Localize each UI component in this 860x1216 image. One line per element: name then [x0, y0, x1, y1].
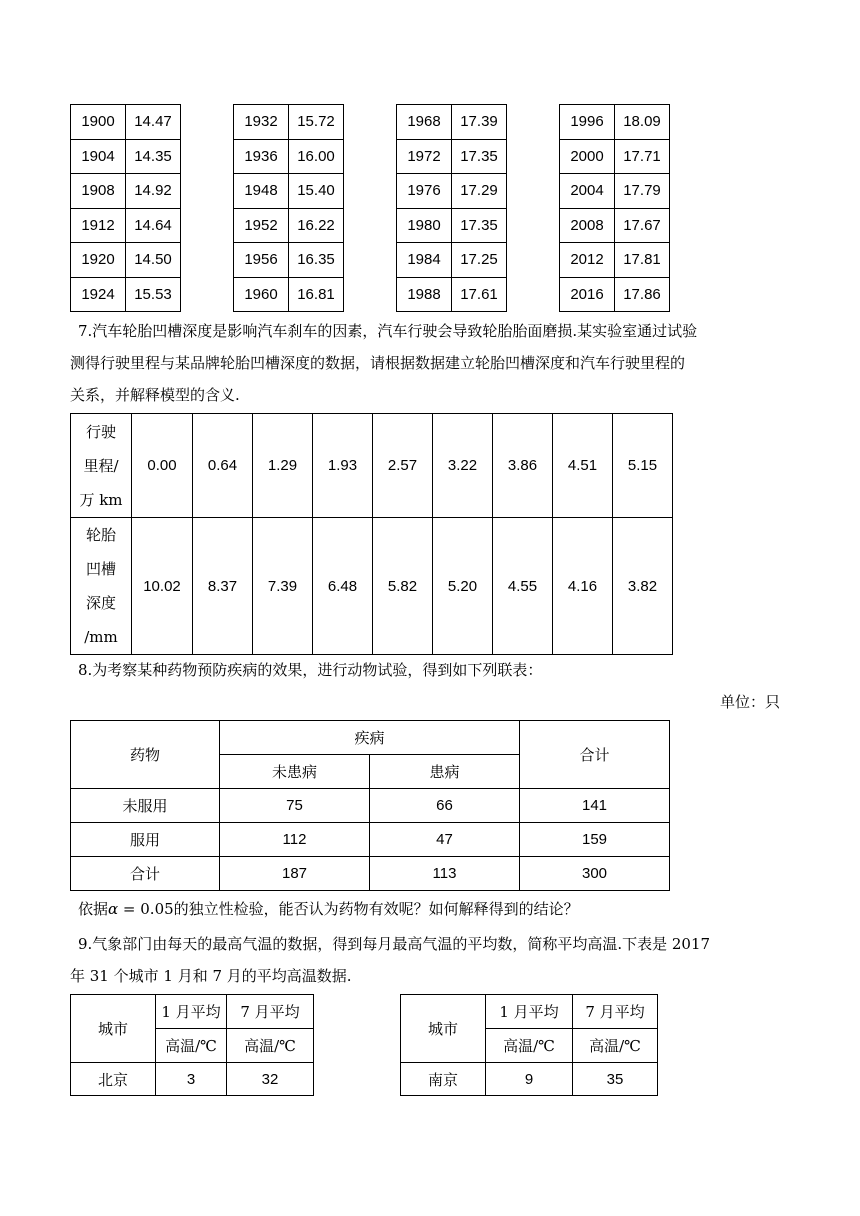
depth-cell: 5.82: [373, 518, 433, 655]
mileage-row: [71, 414, 673, 518]
tire-depth-table: [70, 413, 673, 655]
table-row: [71, 823, 670, 857]
year-cell: 1924: [71, 277, 126, 312]
cell-total: 300: [520, 857, 670, 891]
value-cell: 17.29: [452, 174, 507, 209]
year-cell: 1984: [397, 243, 452, 278]
col-jul-right-2: 高温/℃: [573, 1029, 658, 1063]
value-cell: 18.09: [615, 105, 670, 140]
contingency-table: [70, 720, 670, 891]
jan-left: 3: [156, 1063, 227, 1096]
value-cell: 15.53: [126, 277, 181, 312]
row-label: 合计: [71, 857, 220, 891]
col-city-right: 城市: [401, 995, 486, 1063]
year-cell: 1948: [234, 174, 289, 209]
value-cell: 14.64: [126, 208, 181, 243]
q8-question-pre: 依据: [78, 900, 109, 918]
value-cell: 17.35: [452, 208, 507, 243]
header-drug: 药物: [71, 721, 220, 789]
year-cell: 2004: [560, 174, 615, 209]
mileage-cell: 3.86: [493, 414, 553, 518]
year-cell: 2012: [560, 243, 615, 278]
year-cell: 1904: [71, 139, 126, 174]
year-cell: 1952: [234, 208, 289, 243]
value-cell: 15.72: [289, 105, 344, 140]
col-jul-1: 7 月平均: [227, 995, 314, 1029]
value-cell: 14.35: [126, 139, 181, 174]
cell-ill: 66: [370, 789, 520, 823]
row-label: 未服用: [71, 789, 220, 823]
depth-label: [71, 518, 132, 655]
header-disease: 疾病: [220, 721, 520, 755]
depth-label-l1: 轮胎: [85, 526, 116, 544]
mileage-cell: 1.93: [313, 414, 373, 518]
alpha-symbol: α: [108, 900, 119, 918]
table-row: [71, 789, 670, 823]
year-cell: 1932: [234, 105, 289, 140]
value-cell: 14.50: [126, 243, 181, 278]
q7-line-1: 7.汽车轮胎凹槽深度是影响汽车刹车的因素，汽车行驶会导致轮胎胎面磨损.某实验室通过试验: [78, 322, 698, 340]
year-cell: 2000: [560, 139, 615, 174]
table-gap: [507, 105, 560, 312]
depth-cell: 4.16: [553, 518, 613, 655]
q8-unit: 单位：只: [719, 693, 780, 711]
cell-not-ill: 75: [220, 789, 370, 823]
col-jan-right-2: 高温/℃: [486, 1029, 573, 1063]
mileage-cell: 0.64: [193, 414, 253, 518]
year-cell: 1976: [397, 174, 452, 209]
value-cell: 17.67: [615, 208, 670, 243]
cell-total: 159: [520, 823, 670, 857]
table-gap: [314, 995, 401, 1096]
col-city: 城市: [71, 995, 156, 1063]
mileage-label-l1: 行驶: [85, 422, 116, 441]
year-cell: 1920: [71, 243, 126, 278]
year-cell: 1960: [234, 277, 289, 312]
cell-not-ill: 112: [220, 823, 370, 857]
col-jan-1: 1 月平均: [156, 995, 227, 1029]
year-cell: 2016: [560, 277, 615, 312]
cell-ill: 113: [370, 857, 520, 891]
q9-line-1: 9.气象部门由每天的最高气温的数据，得到每月最高气温的平均数，简称平均高温.下表是 2017: [78, 935, 711, 953]
cell-ill: 47: [370, 823, 520, 857]
q8-question: [78, 901, 579, 918]
mileage-cell: 0.00: [132, 414, 193, 518]
depth-cell: 5.20: [433, 518, 493, 655]
depth-cell: 8.37: [193, 518, 253, 655]
year-cell: 1968: [397, 105, 452, 140]
col-jan-right-1: 1 月平均: [486, 995, 573, 1029]
year-cell: 2008: [560, 208, 615, 243]
year-cell: 1936: [234, 139, 289, 174]
table-gap: [181, 105, 234, 312]
q8-intro: 8.为考察某种药物预防疾病的效果，进行动物试验，得到如下列联表：: [78, 661, 543, 679]
mileage-cell: 1.29: [253, 414, 313, 518]
jan-right: 9: [486, 1063, 573, 1096]
temperature-table: [70, 994, 658, 1096]
q7-line-2: 测得行驶里程与某品牌轮胎凹槽深度的数据，请根据数据建立轮胎凹槽深度和汽车行驶里程的: [70, 354, 686, 372]
table-row: [71, 857, 670, 891]
mileage-label: [71, 414, 132, 518]
year-cell: 1996: [560, 105, 615, 140]
year-cell: 1972: [397, 139, 452, 174]
mileage-cell: 5.15: [613, 414, 673, 518]
depth-cell: 10.02: [132, 518, 193, 655]
col-jul-2: 高温/℃: [227, 1029, 314, 1063]
mileage-cell: 3.22: [433, 414, 493, 518]
value-cell: 16.00: [289, 139, 344, 174]
cell-not-ill: 187: [220, 857, 370, 891]
value-cell: 15.40: [289, 174, 344, 209]
table-row: [71, 105, 670, 140]
value-cell: 17.86: [615, 277, 670, 312]
value-cell: 17.61: [452, 277, 507, 312]
alpha-value: = 0.05: [118, 900, 174, 918]
sub-not-ill: 未患病: [220, 755, 370, 789]
year-cell: 1956: [234, 243, 289, 278]
year-cell: 1912: [71, 208, 126, 243]
value-cell: 17.81: [615, 243, 670, 278]
depth-row: [71, 518, 673, 655]
col-jul-right-1: 7 月平均: [573, 995, 658, 1029]
jul-right: 35: [573, 1063, 658, 1096]
value-cell: 16.22: [289, 208, 344, 243]
mileage-cell: 4.51: [553, 414, 613, 518]
depth-cell: 7.39: [253, 518, 313, 655]
depth-label-l2: 凹槽: [85, 560, 116, 578]
value-cell: 17.35: [452, 139, 507, 174]
depth-cell: 4.55: [493, 518, 553, 655]
table-gap: [344, 105, 397, 312]
q8-question-post: 的独立性检验，能否认为药物有效呢？如何解释得到的结论？: [173, 900, 579, 918]
depth-label-l3: 深度: [85, 594, 116, 612]
year-cell: 1908: [71, 174, 126, 209]
row-label: 服用: [71, 823, 220, 857]
value-cell: 17.71: [615, 139, 670, 174]
value-cell: 17.79: [615, 174, 670, 209]
jul-left: 32: [227, 1063, 314, 1096]
value-cell: 16.35: [289, 243, 344, 278]
year-cell: 1980: [397, 208, 452, 243]
mileage-label-l2: 里程/: [83, 456, 119, 475]
value-cell: 16.81: [289, 277, 344, 312]
mileage-label-l3: 万 km: [79, 490, 123, 509]
sub-ill: 患病: [370, 755, 520, 789]
col-jan-2: 高温/℃: [156, 1029, 227, 1063]
q7-line-3: 关系，并解释模型的含义.: [70, 386, 240, 404]
q9-line-2: 年 31 个城市 1 月和 7 月的平均高温数据.: [70, 967, 352, 985]
value-cell: 14.92: [126, 174, 181, 209]
depth-cell: 3.82: [613, 518, 673, 655]
city-right: 南京: [401, 1063, 486, 1096]
depth-label-l4: /mm: [84, 628, 118, 646]
mileage-cell: 2.57: [373, 414, 433, 518]
header-total: 合计: [520, 721, 670, 789]
value-cell: 17.39: [452, 105, 507, 140]
value-cell: 14.47: [126, 105, 181, 140]
year-cell: 1988: [397, 277, 452, 312]
value-cell: 17.25: [452, 243, 507, 278]
depth-cell: 6.48: [313, 518, 373, 655]
olympic-data-table: [70, 104, 670, 312]
year-cell: 1900: [71, 105, 126, 140]
cell-total: 141: [520, 789, 670, 823]
city-left: 北京: [71, 1063, 156, 1096]
